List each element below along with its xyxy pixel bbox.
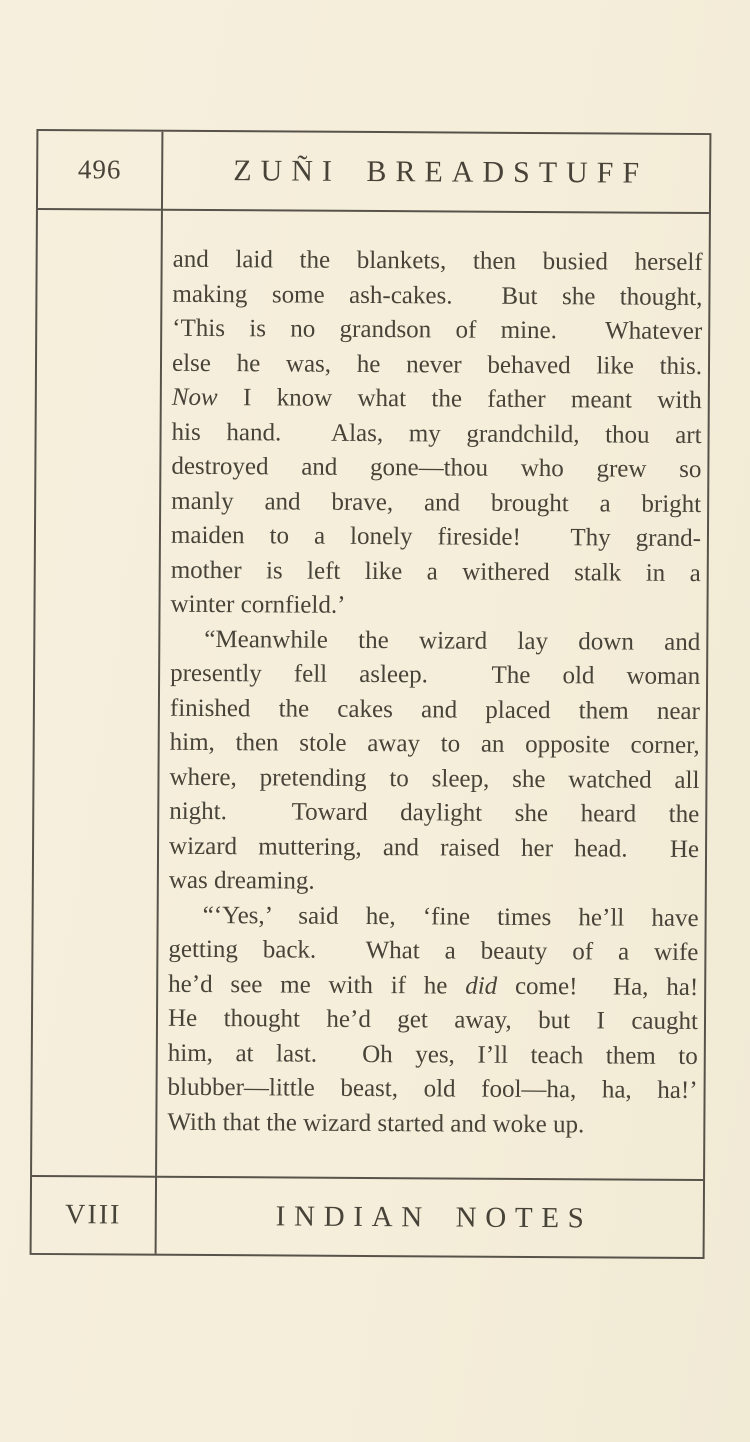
text-line: his hand. Alas, my grandchild, thou art: [171, 418, 702, 449]
text-line: maiden to a lonely fireside! Thy grand-: [170, 521, 702, 553]
page-number-cell: [38, 131, 163, 211]
text-line: him, then stole away to an opposite corner,: [169, 728, 700, 760]
text-line: where, pretending to sleep, she watched all: [169, 763, 700, 794]
text-line: and laid the blankets, then busied herself: [172, 245, 703, 277]
text-line: destroyed and gone—thou who grew so: [171, 452, 702, 484]
text-line: wizard muttering, and raised her head. He: [168, 832, 700, 863]
text-line: was dreaming.: [168, 866, 315, 895]
running-title-cell: [163, 132, 709, 214]
text-line: night. Toward daylight she heard the: [169, 797, 700, 829]
text-line: him, at last. Oh yes, I’ll teach them to: [167, 1039, 698, 1070]
series-cell: [157, 1176, 703, 1257]
text-line: presently fell asleep. The old woman: [170, 659, 701, 691]
text-line: he’d see me with if he did come! Ha, ha!: [168, 970, 699, 1001]
text-line: manly and brave, and brought a bright: [171, 487, 702, 518]
text-line: winter cornfield.’: [170, 590, 346, 619]
text-line: “‘Yes,’ said he, ‘fine times he’ll have: [202, 901, 699, 932]
text-line: blubber—little beast, old fool—ha, ha, ha!’: [167, 1073, 698, 1105]
text-line: He thought he’d get away, but I caught: [167, 1004, 699, 1036]
text-line: With that the wizard started and woke up.: [167, 1108, 585, 1138]
page-frame: [30, 129, 712, 1259]
volume-number: VIII: [65, 1199, 122, 1231]
text-line: ‘This is no grandson of mine. Whatever: [172, 314, 703, 346]
text-line: else he was, he never behaved like this.: [171, 349, 703, 380]
text-line: making some ash-cakes. But she thought,: [172, 280, 703, 311]
text-line: getting back. What a beauty of a wife: [168, 935, 699, 967]
series-title: INDIAN NOTES: [275, 1199, 593, 1234]
text-line: “Meanwhile the wizard lay down and: [204, 625, 701, 656]
text-line: mother is left like a withered stalk in a: [170, 556, 701, 587]
text-line: Now I know what the father meant with: [171, 383, 702, 415]
left-margin-cell: [32, 210, 163, 1176]
page-number: 496: [77, 154, 122, 185]
running-title: ZUÑI BREADSTUFF: [233, 153, 649, 190]
page-text: [157, 211, 709, 1179]
text-line: finished the cakes and placed them near: [169, 694, 700, 725]
volume-cell: [32, 1175, 157, 1254]
